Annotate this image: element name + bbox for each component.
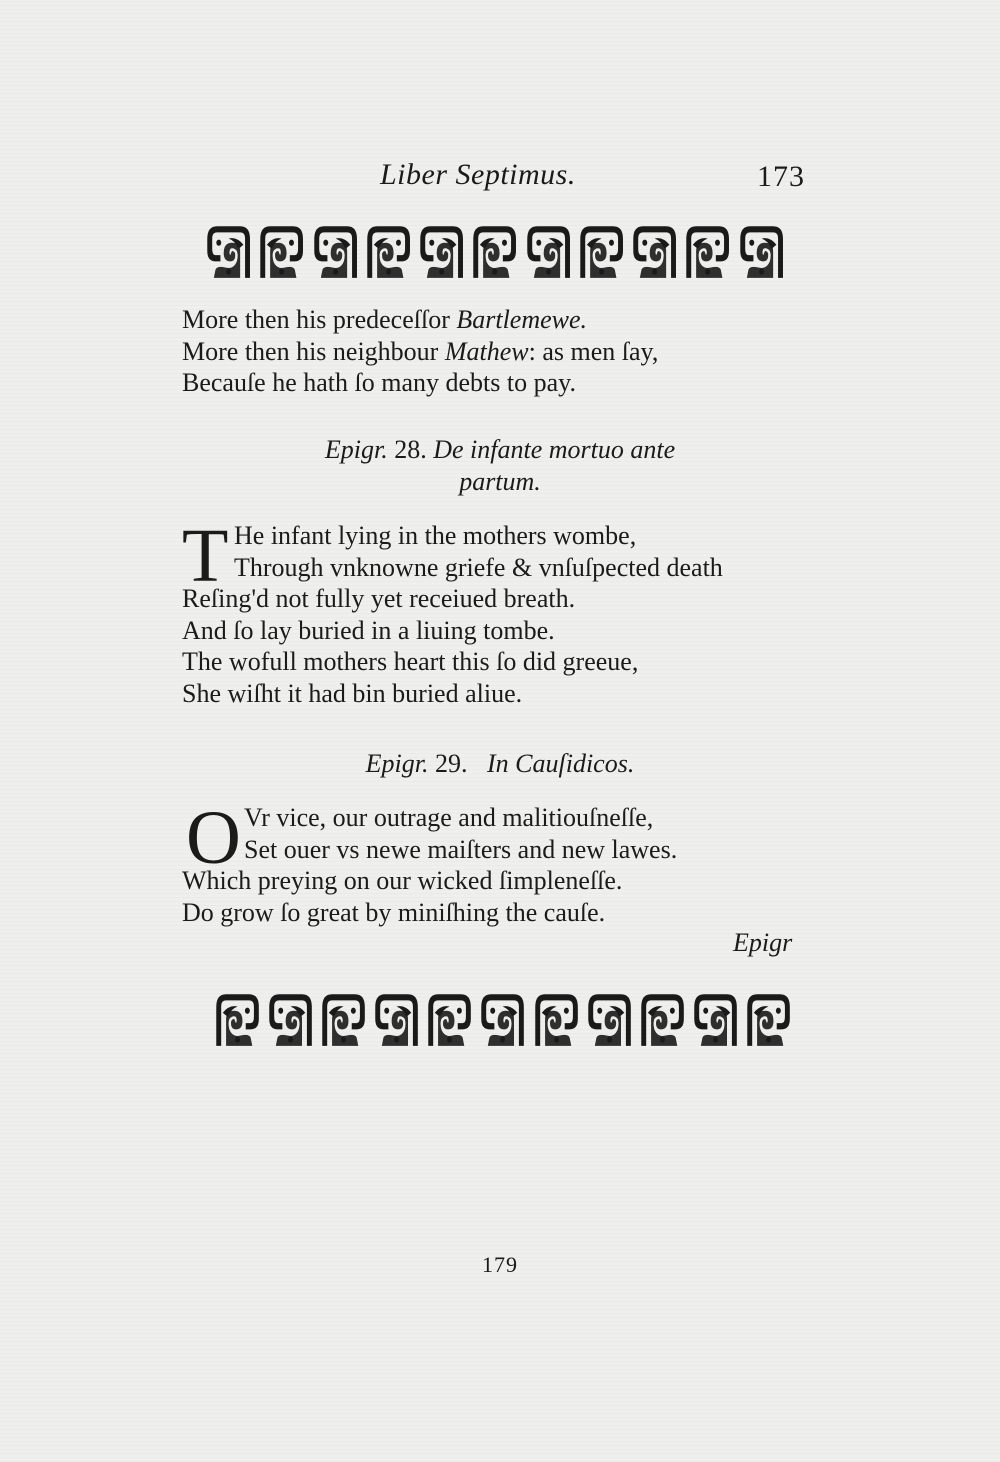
verse-line: She wiſht it had bin buried aliue.: [182, 678, 523, 708]
fleuron-unit: [577, 220, 626, 282]
verse-line: Becauſe he hath ſo many debts to pay.: [182, 368, 576, 397]
page-number-top: 173: [757, 160, 805, 193]
fleuron-unit: [744, 988, 793, 1050]
fleuron-unit: [524, 220, 573, 282]
top-fleuron-ornament: [204, 220, 786, 282]
fleuron-unit: [417, 220, 466, 282]
fleuron-unit: [372, 988, 421, 1050]
drop-cap-o: O: [186, 796, 241, 880]
fleuron-unit: [470, 220, 519, 282]
fleuron-unit: [630, 220, 679, 282]
verse-line: He infant lying in the mothers wombe,: [234, 521, 637, 550]
page-number-bottom: 179: [482, 1252, 518, 1277]
fleuron-unit: [585, 988, 634, 1050]
fleuron-unit: [532, 988, 581, 1050]
fleuron-unit: [425, 988, 474, 1050]
fleuron-unit: [638, 988, 687, 1050]
fleuron-unit: [319, 988, 368, 1050]
fleuron-unit: [737, 220, 786, 282]
running-title: Liber Septimus.: [380, 158, 576, 191]
verse-line: Vr vice, our outrage and malitiouſneſſe,: [244, 803, 654, 832]
verse-line: Do grow ſo great by miniſhing the cauſe.: [182, 897, 606, 927]
verse-line: Set ouer vs newe maiſters and new lawes.: [244, 834, 678, 864]
verse-line: Through vnknowne griefe & vnſuſpected death: [234, 552, 723, 582]
catchword: Epigr: [733, 928, 793, 957]
fleuron-unit: [364, 220, 413, 282]
fleuron-unit: [257, 220, 306, 282]
epigram-28-heading: Epigr. 28. De infante mortuo ante partum.: [324, 435, 676, 496]
fleuron-unit: [266, 988, 315, 1050]
fleuron-unit: [213, 988, 262, 1050]
fleuron-unit: [311, 220, 360, 282]
drop-cap-t: T: [182, 514, 229, 598]
epigram-29-heading: Epigr. 29. In Cauſidicos.: [365, 749, 635, 778]
fleuron-unit: [691, 988, 740, 1050]
verse-line: More then his predeceſſor Bartlemewe.: [182, 305, 588, 334]
verse-line: Which preying on our wicked ſimpleneſſe.: [182, 866, 623, 895]
fleuron-unit: [204, 220, 253, 282]
verse-line: Reſing'd not fully yet receiued breath.: [182, 584, 576, 613]
verse-line: And ſo lay buried in a liuing tombe.: [182, 615, 555, 645]
verse-line: More then his neighbour Mathew: as men ſay,: [182, 336, 659, 366]
verse-line: The wofull mothers heart this ſo did greeue,: [182, 647, 639, 676]
epigram-28-verse: [182, 514, 723, 709]
fleuron-unit: [478, 988, 527, 1050]
epigram-29-verse: [182, 796, 678, 928]
fleuron-unit: [683, 220, 732, 282]
stanza-continued: [182, 304, 658, 399]
bottom-fleuron-ornament: [213, 988, 793, 1050]
